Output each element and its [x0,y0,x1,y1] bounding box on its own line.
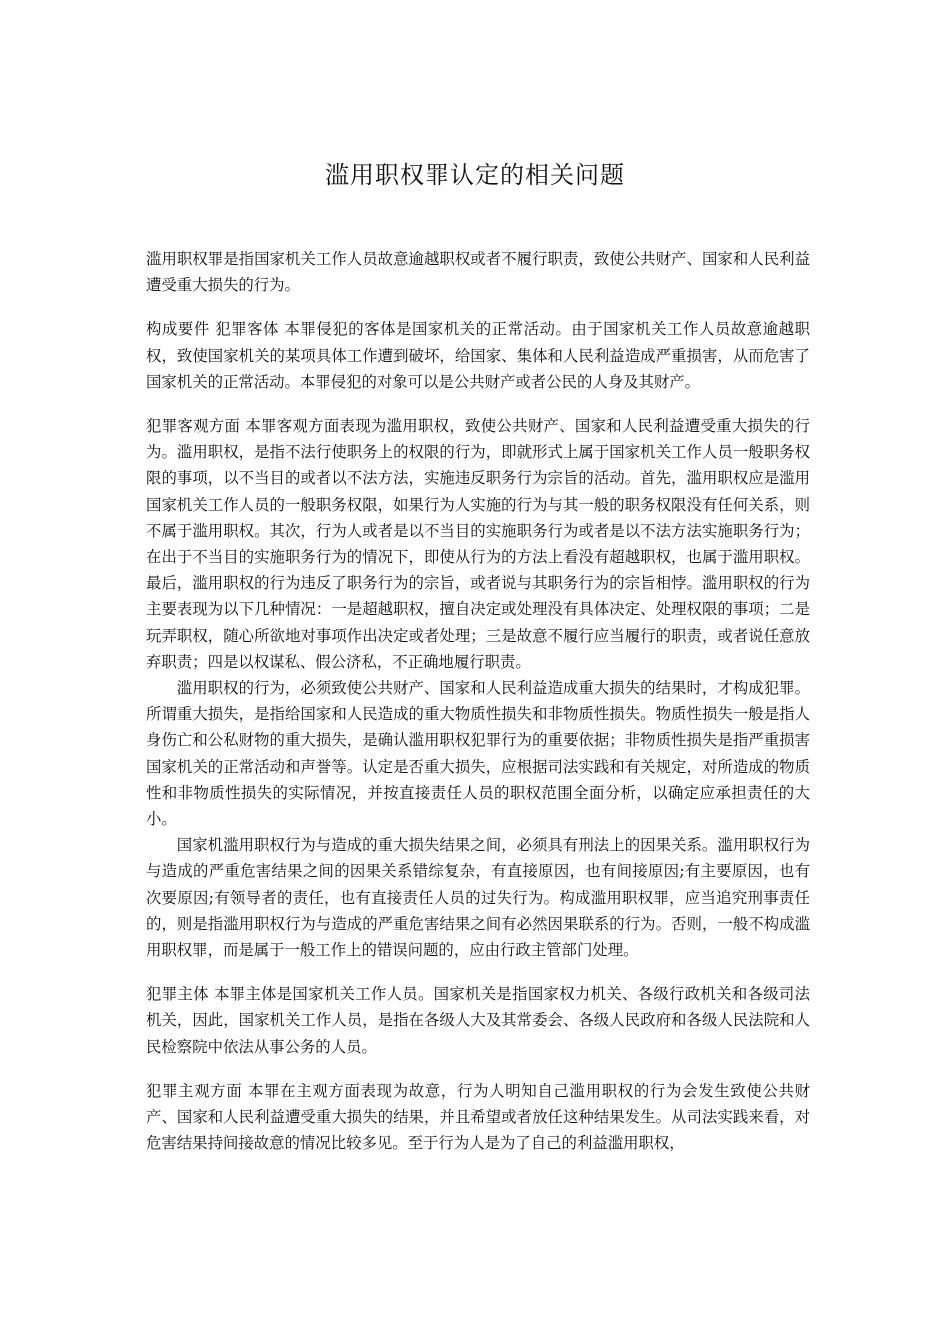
paragraph-objective-aspect: 犯罪客观方面 本罪客观方面表现为滥用职权，致使公共财产、国家和人民利益遭受重大损失的行为。滥用职权，是指不法行使职务上的权限的行为，即就形式上属于国家机关工作人员一般职务权限的事项，以不当目的或者以不法方法，实施违反职务行为宗旨的活动。首先，滥用职权应是滥用国家机关工作人员的一般职务权限，如果行为人实施的行为与其一般的职务权限没有任何关系，则不属于滥用职权。其次，行为人或者是以不当目的实施职务行为或者是以不法方法实施职务行为；在出于不当目的实施职务行为的情况下，即使从行为的方法上看没有超越职权，也属于滥用职权。最后，滥用职权的行为违反了职务行为的宗旨，或者说与其职务行为的宗旨相悖。滥用职权的行为主要表现为以下几种情况：一是超越职权，擅自决定或处理没有具体决定、处理权限的事项；二是玩弄职权，随心所欲地对事项作出决定或者处理；三是故意不履行应当履行的职责，或者说任意放弃职责；四是以权谋私、假公济私，不正确地履行职责。 [146,417,810,671]
document-title: 滥用职权罪认定的相关问题 [325,161,625,189]
paragraph-major-loss: 滥用职权的行为，必须致使公共财产、国家和人民利益造成重大损失的结果时，才构成犯罪。所谓重大损失，是指给国家和人民造成的重大物质性损失和非物质性损失。物质性损失一般是指人身伤亡和公私财物的重大损失，是确认滥用职权犯罪行为的重要依据；非物质性损失是指严重损害国家机关的正常活动和声誉等。认定是否重大损失，应根据司法实践和有关规定，对所造成的物质性和非物质性损失的实际情况，并按直接责任人员的职权范围全面分析，以确定应承担责任的大小。 [146,679,810,829]
paragraph-subject-of-crime: 犯罪主体 本罪主体是国家机关工作人员。国家机关是指国家权力机关、各级行政机关和各级司法机关，因此，国家机关工作人员，是指在各级人大及其常委会、各级人民政府和各级人民法院和人民检察院中依法从事公务的人员。 [146,985,810,1056]
paragraph-causation: 国家机滥用职权行为与造成的重大损失结果之间，必须具有刑法上的因果关系。滥用职权行为与造成的严重危害结果之间的因果关系错综复杂，有直接原因，也有间接原因;有主要原因，也有次要原因;有领导者的责任，也有直接责任人员的过失行为。构成滥用职权罪，应当追究刑事责任的，则是指滥用职权行为与造成的严重危害结果之间有必然因果联系的行为。否则，一般不构成滥用职权罪，而是属于一般工作上的错误问题的，应由行政主管部门处理。 [146,836,810,960]
paragraph-subjective-aspect: 犯罪主观方面 本罪在主观方面表现为故意，行为人明知自己滥用职权的行为会发生致使公共财产、国家和人民利益遭受重大损失的结果，并且希望或者放任这种结果发生。从司法实践来看，对危害结果持间接故意的情况比较多见。至于行为人是为了自己的利益滥用职权， [146,1081,810,1153]
document-body [146,246,810,1157]
paragraph-object-of-crime: 构成要件 犯罪客体 本罪侵犯的客体是国家机关的正常活动。由于国家机关工作人员故意逾越职权，致使国家机关的某项具体工作遭到破坏，给国家、集体和人民利益造成严重损害，从而危害了国家机关的正常活动。本罪侵犯的对象可以是公共财产或者公民的人身及其财产。 [146,320,810,391]
paragraph-definition: 滥用职权罪是指国家机关工作人员故意逾越职权或者不履行职责，致使公共财产、国家和人民利益遭受重大损失的行为。 [146,250,810,295]
